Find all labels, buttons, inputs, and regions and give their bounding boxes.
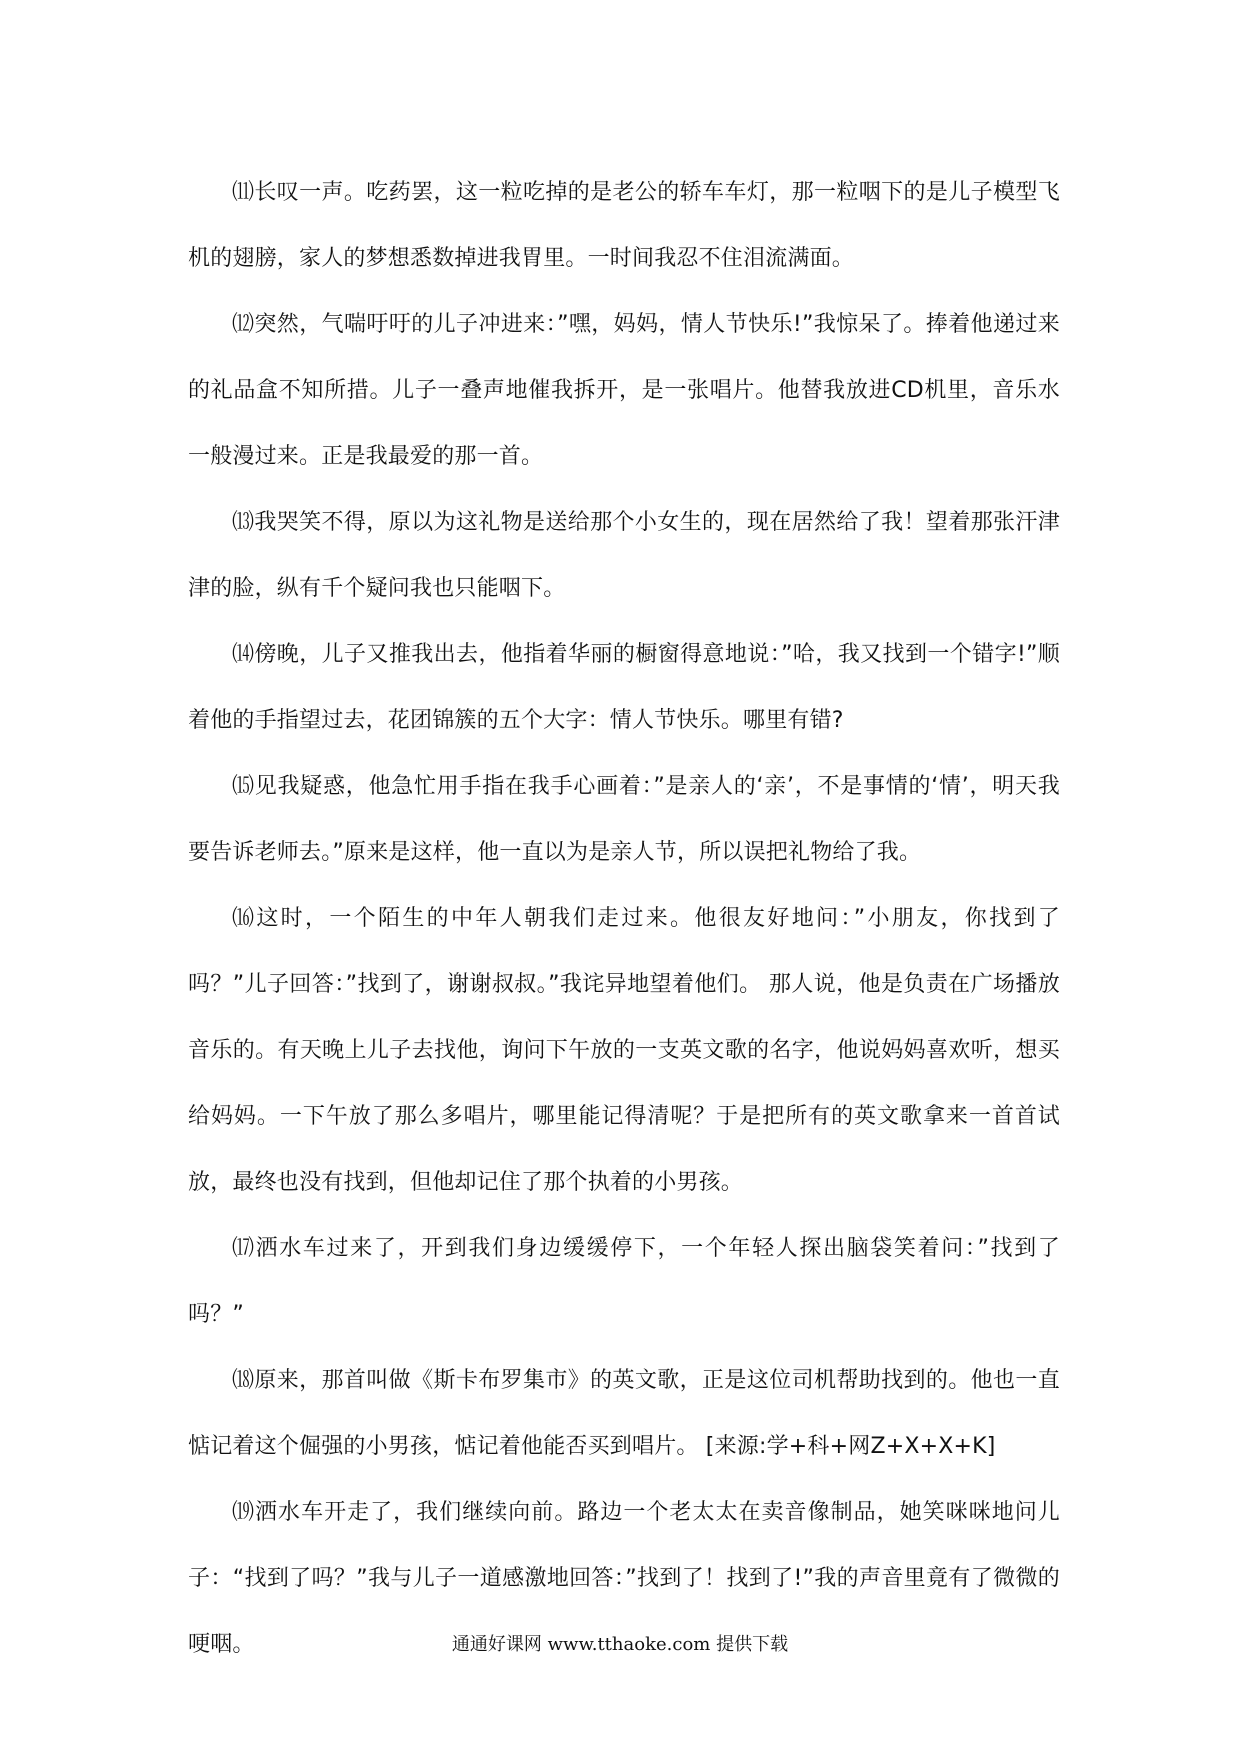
page-footer: 通通好课网 www.tthaoke.com 提供下载 bbox=[451, 1634, 789, 1655]
paragraph-19: ⒆洒水车开走了，我们继续向前。路边一个老太太在卖音像制品，她笑咪咪地问儿子：“找到了吗？”我与儿子一道感激地回答：”找到了！找到了!”我的声音里竟有了微微的哽咽。 bbox=[188, 1500, 1060, 1657]
paragraph-15: ⒂见我疑惑，他急忙用手指在我手心画着：”是亲人的‘亲’，不是事情的‘情’，明天我要告诉老师去。”原来是这样，他一直以为是亲人节，所以误把礼物给了我。 bbox=[188, 774, 1060, 865]
paragraph-17: ⒄洒水车过来了，开到我们身边缓缓停下，一个年轻人探出脑袋笑着问：”找到了吗？” bbox=[188, 1236, 1060, 1327]
paragraph-12: ⑿突然，气喘吁吁的儿子冲进来：”嘿，妈妈，情人节快乐!”我惊呆了。捧着他递过来的礼品盒不知所措。儿子一叠声地催我拆开，是一张唱片。他替我放进CD机里，音乐水一般漫过来。正是我最爱的那一首。 bbox=[188, 312, 1060, 469]
paragraph-16: ⒃这时，一个陌生的中年人朝我们走过来。他很友好地问：”小朋友，你找到了吗？”儿子回答：”找到了，谢谢叔叔。”我诧异地望着他们。 那人说，他是负责在广场播放音乐的。有天晚上儿子去找他，询问下午放的一支英文歌的名字，他说妈妈喜欢听，想买给妈妈。一下午放了那么多唱片，哪里能记得清呢？于是把所有的英文歌拿来一首首试放，最终也没有找到，但他却记住了那个执着的小男孩。 bbox=[188, 906, 1060, 1195]
paragraph-13: ⒀我哭笑不得，原以为这礼物是送给那个小女生的，现在居然给了我！望着那张汗津津的脸，纵有千个疑问我也只能咽下。 bbox=[188, 510, 1060, 601]
paragraph-18: ⒅原来，那首叫做《斯卡布罗集市》的英文歌，正是这位司机帮助找到的。他也一直惦记着这个倔强的小男孩，惦记着他能否买到唱片。 [来源:学+科+网Z+X+X+K] bbox=[188, 1368, 1060, 1459]
article-body bbox=[188, 160, 1060, 1678]
paragraph-11: ⑾长叹一声。吃药罢，这一粒吃掉的是老公的轿车车灯，那一粒咽下的是儿子模型飞机的翅膀，家人的梦想悉数掉进我胃里。一时间我忍不住泪流满面。 bbox=[188, 180, 1060, 271]
paragraph-14: ⒁傍晚，儿子又推我出去，他指着华丽的橱窗得意地说：”哈，我又找到一个错字!”顺着他的手指望过去，花团锦簇的五个大字：情人节快乐。哪里有错? bbox=[188, 642, 1060, 733]
